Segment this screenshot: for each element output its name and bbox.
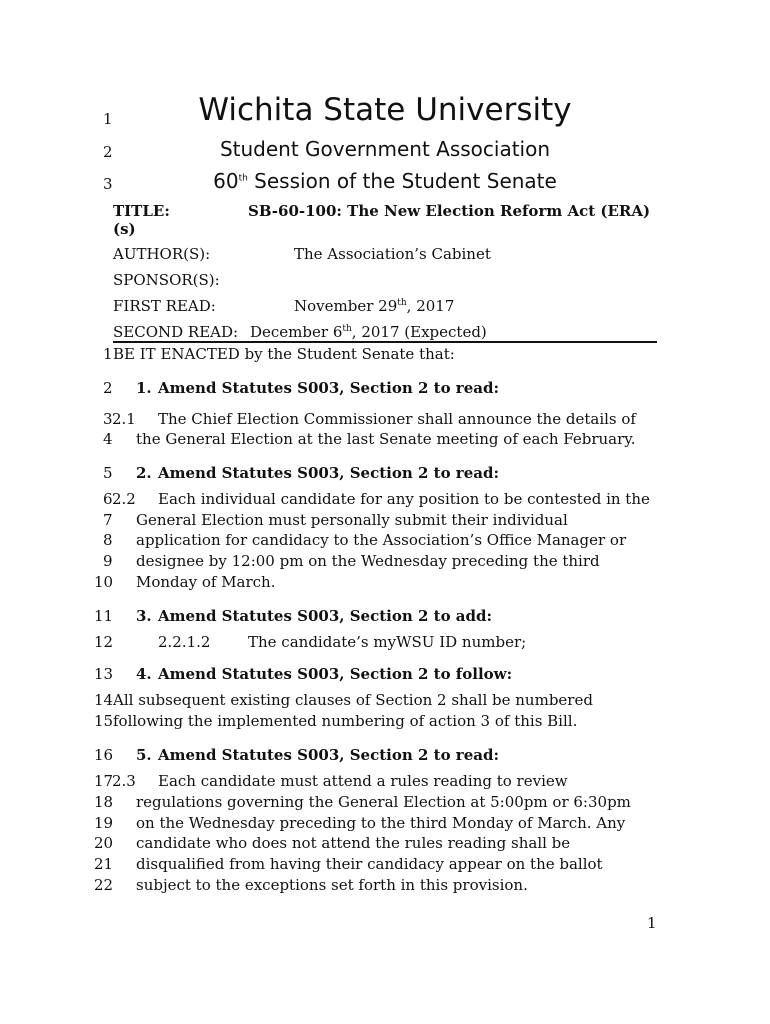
clause-text: Monday of March. [136, 573, 276, 591]
line-number: 1 [103, 110, 113, 128]
line-number: 9 [103, 552, 113, 570]
clause-text: General Election must personally submit their individual [136, 511, 568, 529]
title-label-cont: (s) [113, 220, 136, 238]
university-title: Wichita State University [198, 92, 572, 128]
line-number: 2 [103, 379, 113, 397]
line-number: 21 [94, 855, 114, 873]
clause-number: 2.2 [112, 490, 136, 508]
clause-text: disqualified from having their candidacy appear on the ballot [136, 855, 603, 873]
line-number: 13 [94, 665, 114, 683]
clause-text: on the Wednesday preceding to the third Monday of March. Any [136, 814, 626, 832]
clause-text: regulations governing the General Election at 5:00pm or 6:30pm [136, 793, 631, 811]
section-4-heading: Amend Statutes S003, Section 2 to follow: [158, 665, 513, 683]
clause-text: designee by 12:00 pm on the Wednesday preceding the third [136, 552, 600, 570]
first-read-label: FIRST READ: [113, 297, 216, 315]
page-number: 1 [647, 914, 657, 932]
clause-text: the General Election at the last Senate meeting of each February. [136, 430, 636, 448]
section-5-number: 5. [136, 746, 152, 764]
clause-text: candidate who does not attend the rules reading shall be [136, 834, 571, 852]
second-read-value: December 6th, 2017 (Expected) [250, 323, 487, 341]
divider [113, 341, 657, 343]
line-number: 1 [103, 345, 113, 363]
clause-text: The Chief Election Commissioner shall announce the details of [158, 410, 636, 428]
bill-title: SB-60-100: The New Election Reform Act (ERA) [248, 202, 651, 220]
body-text: following the implemented numbering of action 3 of this Bill. [113, 712, 578, 730]
line-number: 15 [94, 712, 114, 730]
line-number: 11 [94, 607, 114, 625]
clause-number: 2.2.1.2 [158, 633, 211, 651]
sponsor-label: SPONSOR(S): [113, 271, 220, 289]
section-3-number: 3. [136, 607, 152, 625]
section-5-heading: Amend Statutes S003, Section 2 to read: [158, 746, 499, 764]
second-read-label: SECOND READ: [113, 323, 239, 341]
line-number: 20 [94, 834, 114, 852]
author-value: The Association’s Cabinet [294, 245, 491, 263]
line-number: 18 [94, 793, 114, 811]
line-number: 12 [94, 633, 114, 651]
section-1-heading: Amend Statutes S003, Section 2 to read: [158, 379, 499, 397]
line-number: 3 [103, 410, 113, 428]
line-number: 16 [94, 746, 114, 764]
clause-text: Each candidate must attend a rules reading to review [158, 772, 568, 790]
section-2-number: 2. [136, 464, 152, 482]
body-text: All subsequent existing clauses of Section 2 shall be numbered [113, 691, 593, 709]
clause-text: subject to the exceptions set forth in this provision. [136, 876, 528, 894]
line-number: 4 [103, 430, 113, 448]
author-label: AUTHOR(S): [113, 245, 211, 263]
enacting-clause: BE IT ENACTED by the Student Senate that: [113, 345, 455, 363]
line-number: 6 [103, 490, 113, 508]
title-label: TITLE: [113, 202, 170, 220]
clause-number: 2.3 [112, 772, 136, 790]
line-number: 14 [94, 691, 114, 709]
line-number: 8 [103, 531, 113, 549]
clause-text: Each individual candidate for any position to be contested in the [158, 490, 650, 508]
line-number: 19 [94, 814, 114, 832]
clause-number: 2.1 [112, 410, 136, 428]
section-2-heading: Amend Statutes S003, Section 2 to read: [158, 464, 499, 482]
line-number: 7 [103, 511, 113, 529]
line-number: 5 [103, 464, 113, 482]
association-title: Student Government Association [219, 137, 551, 161]
line-number: 3 [103, 175, 113, 193]
session-title: 60th Session of the Student Senate [213, 169, 557, 193]
line-number: 17 [94, 772, 114, 790]
section-1-number: 1. [136, 379, 152, 397]
clause-text: The candidate’s myWSU ID number; [248, 633, 527, 651]
clause-text: application for candidacy to the Association’s Office Manager or [136, 531, 627, 549]
line-number: 10 [94, 573, 114, 591]
line-number: 22 [94, 876, 114, 894]
section-4-number: 4. [136, 665, 152, 683]
section-3-heading: Amend Statutes S003, Section 2 to add: [158, 607, 493, 625]
first-read-value: November 29th, 2017 [294, 297, 455, 315]
line-number: 2 [103, 143, 113, 161]
